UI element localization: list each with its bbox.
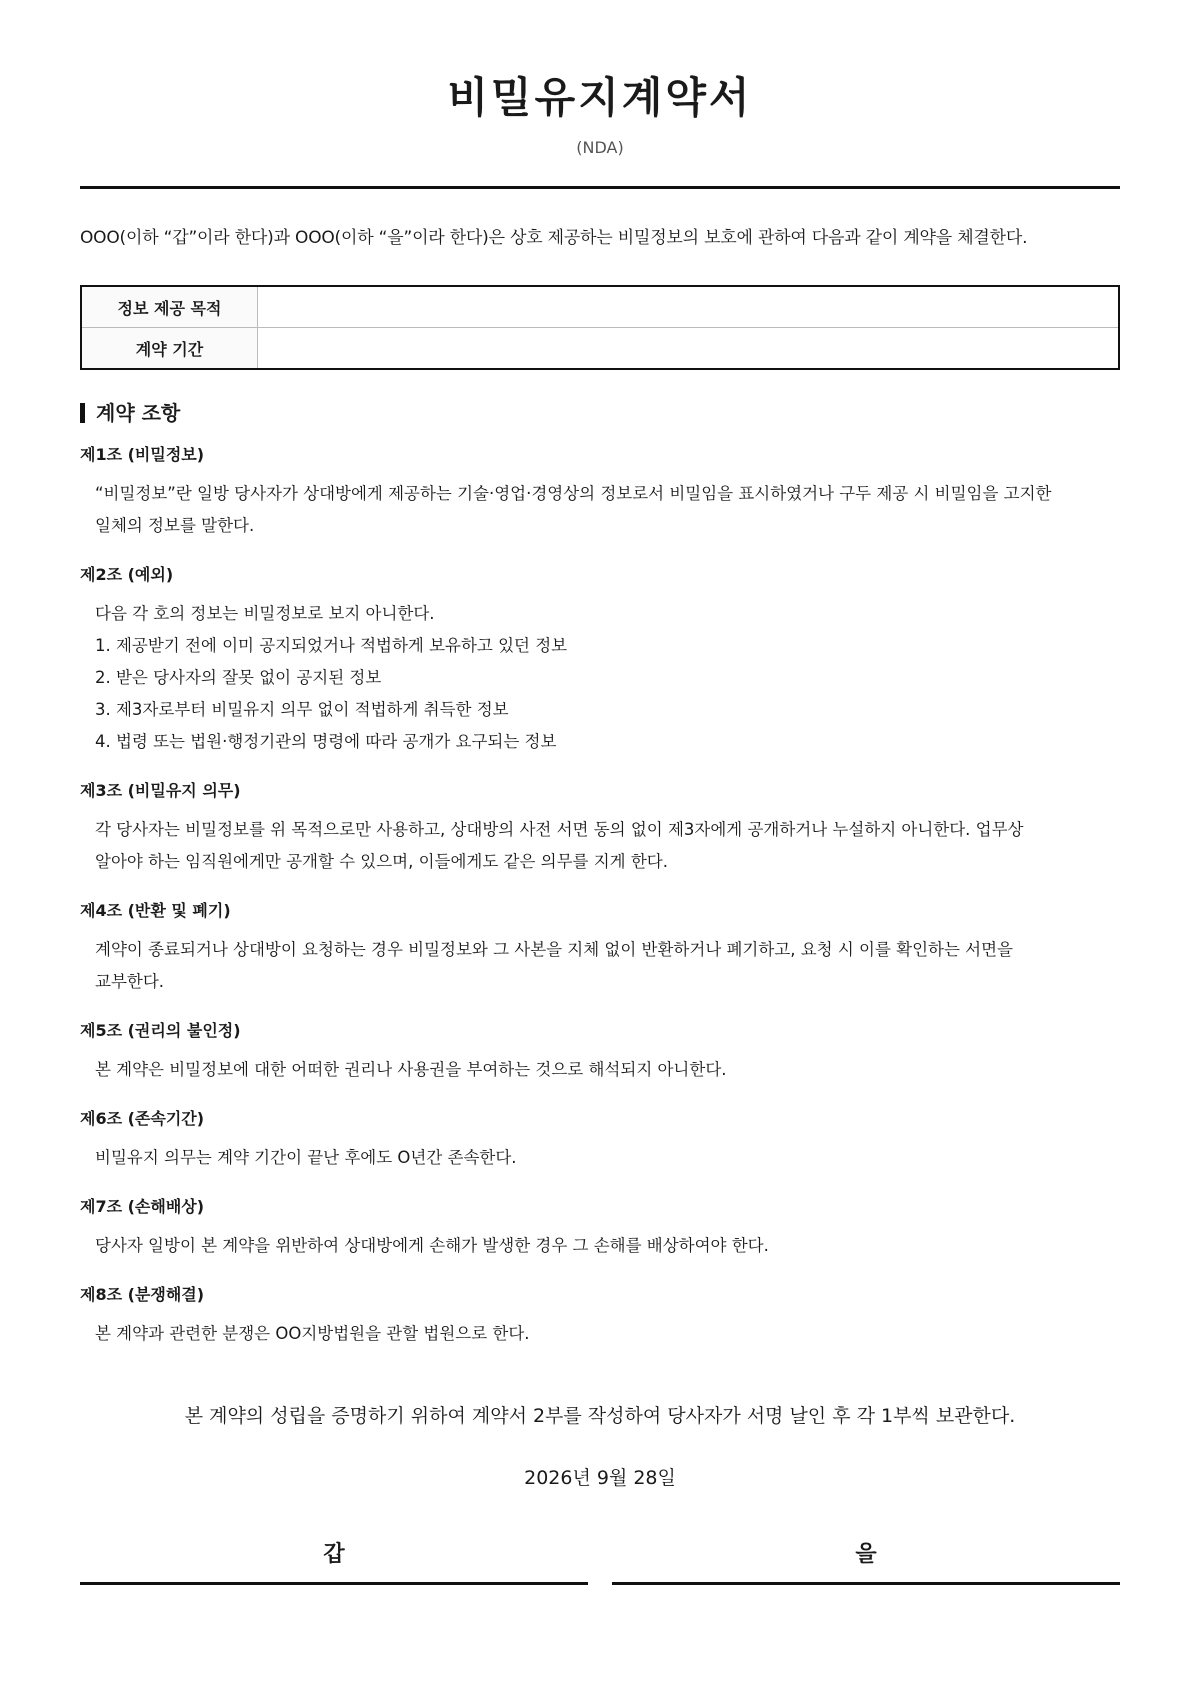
article-title: 제2조 (예외): [80, 565, 174, 584]
document-title: 비밀유지계약서: [447, 73, 753, 122]
article-line: 2. 받은 당사자의 잘못 없이 공지된 정보: [95, 668, 382, 687]
intro-paragraph: OOO(이하 “갑”이라 한다)과 OOO(이하 “을”이라 한다)은 상호 제공하는 비밀정보의 보호에 관하여 다음과 같이 계약을 체결한다.: [80, 228, 1028, 248]
period-label: 계약 기간: [81, 328, 258, 370]
article-line: 일체의 정보를 말한다.: [95, 516, 255, 535]
purpose-row: [81, 286, 1119, 328]
article-line: 1. 제공받기 전에 이미 공지되었거나 적법하게 보유하고 있던 정보: [95, 636, 568, 655]
article-line: 본 계약은 비밀정보에 대한 어떠한 권리나 사용권을 부여하는 것으로 해석되지 아니한다.: [95, 1060, 727, 1079]
section-bar-marker: [80, 403, 85, 423]
article-line: 다음 각 호의 정보는 비밀정보로 보지 아니한다.: [95, 604, 435, 623]
article: [80, 1108, 1120, 1174]
section-heading: [80, 400, 1120, 426]
article-line: 각 당사자는 비밀정보를 위 목적으로만 사용하고, 상대방의 사전 서면 동의 없이 제3자에게 공개하거나 누설하지 아니한다. 업무상: [95, 820, 1024, 839]
article-body: [80, 1230, 1120, 1262]
articles-list: [80, 444, 1120, 1350]
article: [80, 780, 1120, 878]
article-line: 비밀유지 의무는 계약 기간이 끝난 후에도 O년간 존속한다.: [95, 1148, 517, 1167]
article-title: 제6조 (존속기간): [80, 1109, 205, 1128]
article-body: [80, 1318, 1120, 1350]
article: [80, 900, 1120, 998]
article-body: [80, 598, 1120, 758]
article-body: [80, 1142, 1120, 1174]
article: [80, 564, 1120, 758]
article-line: 당사자 일방이 본 계약을 위반하여 상대방에게 손해가 발생한 경우 그 손해를 배상하여야 한다.: [95, 1236, 769, 1255]
article-title: 제4조 (반환 및 폐기): [80, 901, 231, 920]
section-title: 계약 조항: [96, 401, 181, 425]
info-table: [80, 285, 1120, 370]
party-b-block: [612, 1540, 1120, 1585]
article: [80, 444, 1120, 542]
article-line: 알아야 하는 임직원에게만 공개할 수 있으며, 이들에게도 같은 의무를 지게 한다.: [95, 852, 668, 871]
article-line: 4. 법령 또는 법원·행정기관의 명령에 따라 공개가 요구되는 정보: [95, 732, 557, 751]
article-body: [80, 1054, 1120, 1086]
title-divider: [80, 186, 1120, 189]
article-line: “비밀정보”란 일방 당사자가 상대방에게 제공하는 기술·영업·경영상의 정보로서 비밀임을 표시하였거나 구두 제공 시 비밀임을 고지한: [95, 484, 1052, 503]
article-title: 제3조 (비밀유지 의무): [80, 781, 241, 800]
purpose-label: 정보 제공 목적: [81, 286, 258, 328]
document-page: [80, 0, 1120, 1585]
party-b-signature-line: [612, 1582, 1120, 1585]
article-body: [80, 814, 1120, 878]
article-line: 본 계약과 관련한 분쟁은 OO지방법원을 관할 법원으로 한다.: [95, 1324, 530, 1343]
article-title: 제8조 (분쟁해결): [80, 1285, 205, 1304]
article-title: 제1조 (비밀정보): [80, 445, 205, 464]
article-title: 제5조 (권리의 불인정): [80, 1021, 241, 1040]
article-title: 제7조 (손해배상): [80, 1197, 205, 1216]
signature-area: [80, 1540, 1120, 1585]
contract-date: 2026년 9월 28일: [524, 1467, 676, 1489]
party-a-label: 갑: [323, 1542, 345, 1567]
article: [80, 1284, 1120, 1350]
article-body: [80, 934, 1120, 998]
closing-statement: 본 계약의 성립을 증명하기 위하여 계약서 2부를 작성하여 당사자가 서명 날인 후 각 1부씩 보관한다.: [184, 1405, 1016, 1427]
party-b-label: 을: [855, 1542, 877, 1567]
period-row: [81, 328, 1119, 370]
party-a-signature-line: [80, 1582, 588, 1585]
article-line: 3. 제3자로부터 비밀유지 의무 없이 적법하게 취득한 정보: [95, 700, 509, 719]
article-body: [80, 478, 1120, 542]
article-line: 계약이 종료되거나 상대방이 요청하는 경우 비밀정보와 그 사본을 지체 없이 반환하거나 폐기하고, 요청 시 이를 확인하는 서면을: [95, 940, 1013, 959]
article: [80, 1020, 1120, 1086]
document-subtitle: (NDA): [576, 138, 624, 157]
article: [80, 1196, 1120, 1262]
party-a-block: [80, 1540, 588, 1585]
period-value-cell[interactable]: [258, 328, 1120, 370]
article-line: 교부한다.: [95, 972, 165, 991]
purpose-value-cell[interactable]: [258, 286, 1120, 328]
